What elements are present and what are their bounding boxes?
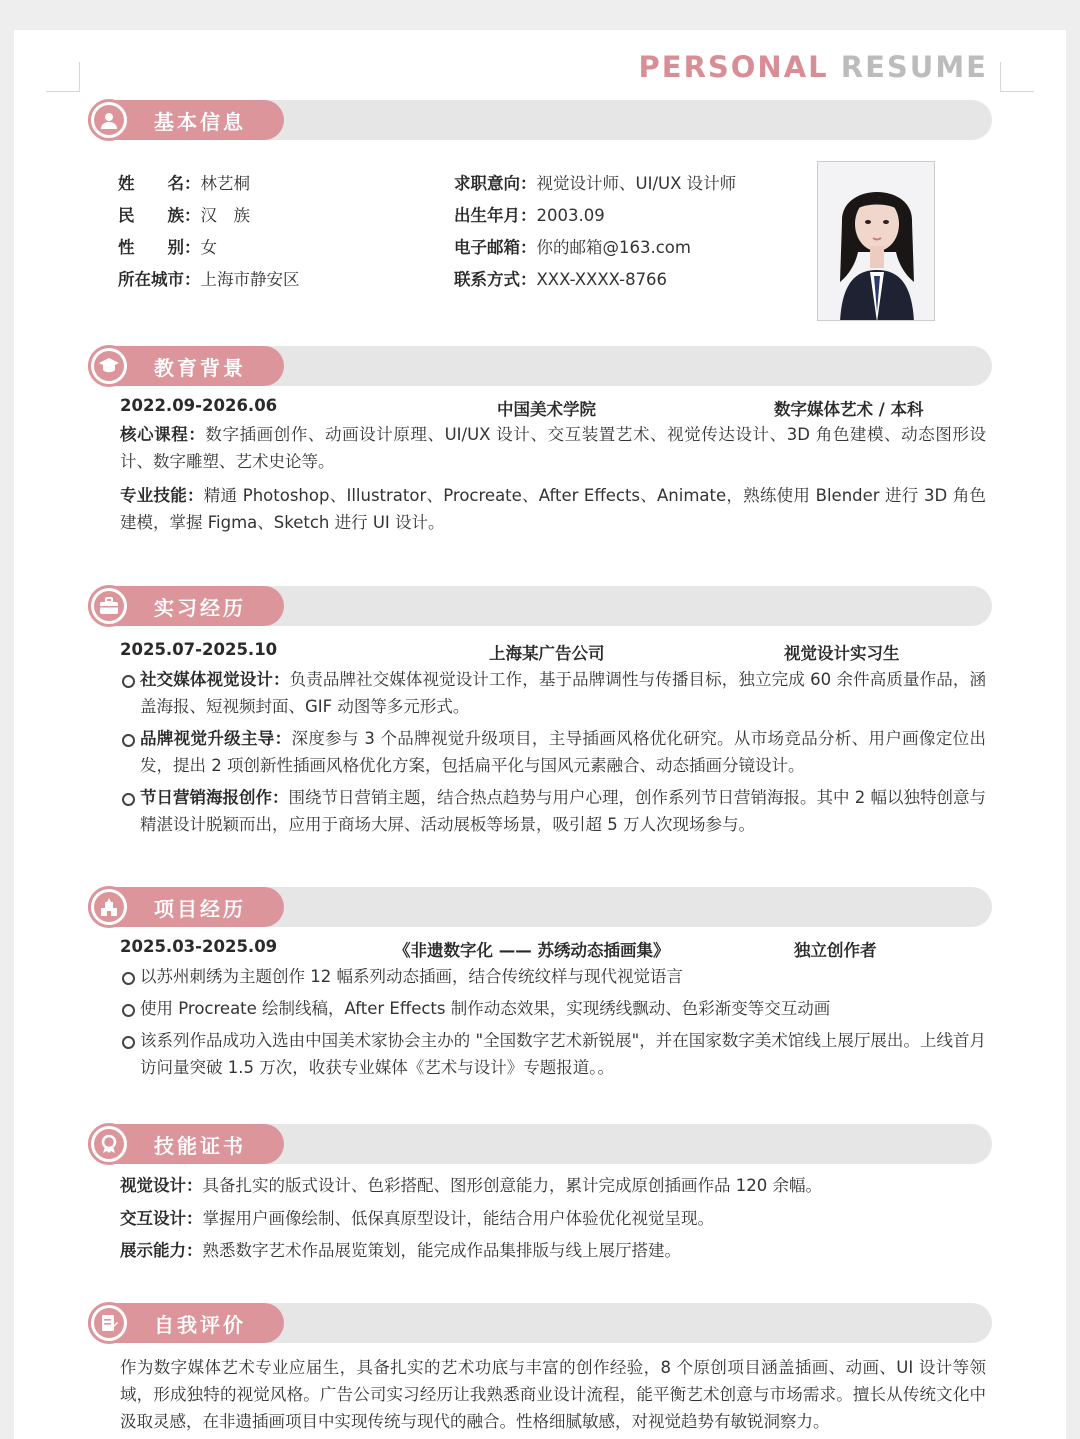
section-header-skills xyxy=(88,1124,992,1166)
profile-photo xyxy=(817,161,935,321)
section-title-internship: 实习经历 xyxy=(154,596,246,620)
gender-label: 性 别： xyxy=(118,238,201,257)
email-label: 电子邮箱： xyxy=(454,238,537,257)
project-name: 《非遗数字化 —— 苏绣动态插画集》 xyxy=(394,941,670,960)
briefcase-icon xyxy=(94,591,124,621)
project-item: 以苏州刺绣为主题创作 12 幅系列动态插画，结合传统纹样与现代视觉语言 xyxy=(120,963,986,990)
section-header-internship xyxy=(88,586,992,628)
education-major: 数字媒体艺术 / 本科 xyxy=(774,400,924,419)
education-school: 中国美术学院 xyxy=(497,400,596,419)
job-label: 求职意向： xyxy=(454,174,537,193)
internship-period: 2025.07-2025.10 xyxy=(120,640,278,659)
resume-title xyxy=(639,50,989,84)
section-header-education xyxy=(88,346,992,388)
section-header-basic xyxy=(88,100,992,142)
name-value: 林艺桐 xyxy=(200,174,250,193)
section-title-skills: 技能证书 xyxy=(154,1134,246,1158)
award-icon xyxy=(94,1129,124,1159)
user-icon xyxy=(94,105,124,135)
self-evaluation-text: 作为数字媒体艺术专业应届生，具备扎实的艺术功底与丰富的创作经验，8 个原创项目涵盖插画、动画、UI 设计等领域，形成独特的视觉风格。广告公司实习经历让我熟悉商业设计流程，能平衡艺术创意与市场需求。擅长从传统文化中汲取灵感，在非遗插画项目中实现传统与现代的融合。性格细腻敏感，对视觉趋势有敏锐洞察力。 xyxy=(120,1358,986,1431)
project-period: 2025.03-2025.09 xyxy=(120,937,278,956)
ethnic-value: 汉 族 xyxy=(200,206,250,225)
project-item: 该系列作品成功入选由中国美术家协会主办的 "全国数字艺术新锐展"，并在国家数字美术馆线上展厅展出。上线首月访问量突破 1.5 万次，收获专业媒体《艺术与设计》专题报道。。 xyxy=(120,1027,986,1081)
resume-page xyxy=(14,30,1066,1439)
section-title-self: 自我评价 xyxy=(154,1313,246,1337)
education-period: 2022.09-2026.06 xyxy=(120,396,278,415)
skill-item: 视觉设计：具备扎实的版式设计、色彩搭配、图形创意能力，累计完成原创插画作品 120 余幅。 xyxy=(120,1176,822,1195)
resume-title-personal: PERSONAL xyxy=(638,50,829,84)
section-title-basic: 基本信息 xyxy=(154,110,246,134)
gender-value: 女 xyxy=(200,238,217,257)
ethnic-label: 民 族： xyxy=(118,206,201,225)
education-skills: 专业技能：精通 Photoshop、Illustrator、Procreate、After Effects、Animate，熟练使用 Blender 进行 3D 角色建模，掌握 Figma、Sketch 进行 UI 设计。 xyxy=(120,486,987,532)
city-value: 上海市静安区 xyxy=(200,270,300,289)
job-value: 视觉设计师、UI/UX 设计师 xyxy=(536,174,737,193)
internship-company: 上海某广告公司 xyxy=(489,644,605,663)
section-header-self xyxy=(88,1303,992,1345)
building-icon xyxy=(94,892,124,922)
birth-label: 出生年月： xyxy=(454,206,537,225)
internship-item: 社交媒体视觉设计：负责品牌社交媒体视觉设计工作，基于品牌调性与传播目标，独立完成 60 余件高质量作品，涵盖海报、短视频封面、GIF 动图等多元形式。 xyxy=(120,666,986,720)
skill-item: 展示能力：熟悉数字艺术作品展览策划，能完成作品集排版与线上展厅搭建。 xyxy=(120,1241,681,1260)
internship-item: 品牌视觉升级主导：深度参与 3 个品牌视觉升级项目，主导插画风格优化研究。从市场竞品分析、用户画像定位出发，提出 2 项创新性插画风格优化方案，包括扁平化与国风元素融合、动态插画分镜设计。 xyxy=(120,725,986,779)
phone-value: XXX-XXXX-8766 xyxy=(536,270,668,289)
section-title-education: 教育背景 xyxy=(154,356,246,380)
graduation-cap-icon xyxy=(94,351,124,381)
birth-value: 2003.09 xyxy=(536,206,605,225)
internship-item: 节日营销海报创作：围绕节日营销主题，结合热点趋势与用户心理，创作系列节日营销海报。其中 2 幅以独特创意与精湛设计脱颖而出，应用于商场大屏、活动展板等场景，吸引超 5 万人次现场参与。 xyxy=(120,784,986,838)
skill-item: 交互设计：掌握用户画像绘制、低保真原型设计，能结合用户体验优化视觉呈现。 xyxy=(120,1209,714,1228)
city-label: 所在城市： xyxy=(118,270,201,289)
internship-role: 视觉设计实习生 xyxy=(784,644,900,663)
corner-mark-right xyxy=(1000,62,1034,92)
project-item: 使用 Procreate 绘制线稿，After Effects 制作动态效果，实现绣线飘动、色彩渐变等交互动画 xyxy=(120,995,986,1022)
section-title-project: 项目经历 xyxy=(154,897,246,921)
corner-mark-left xyxy=(46,62,80,92)
name-label: 姓 名： xyxy=(118,174,201,193)
document-icon xyxy=(94,1308,124,1338)
phone-label: 联系方式： xyxy=(454,270,537,289)
email-value: 你的邮箱@163.com xyxy=(536,238,691,257)
project-role: 独立创作者 xyxy=(794,941,877,960)
education-courses: 核心课程：数字插画创作、动画设计原理、UI/UX 设计、交互装置艺术、视觉传达设计、3D 角色建模、动态图形设计、数字雕塑、艺术史论等。 xyxy=(120,425,987,471)
resume-title-resume: RESUME xyxy=(840,50,988,84)
section-header-project xyxy=(88,887,992,929)
